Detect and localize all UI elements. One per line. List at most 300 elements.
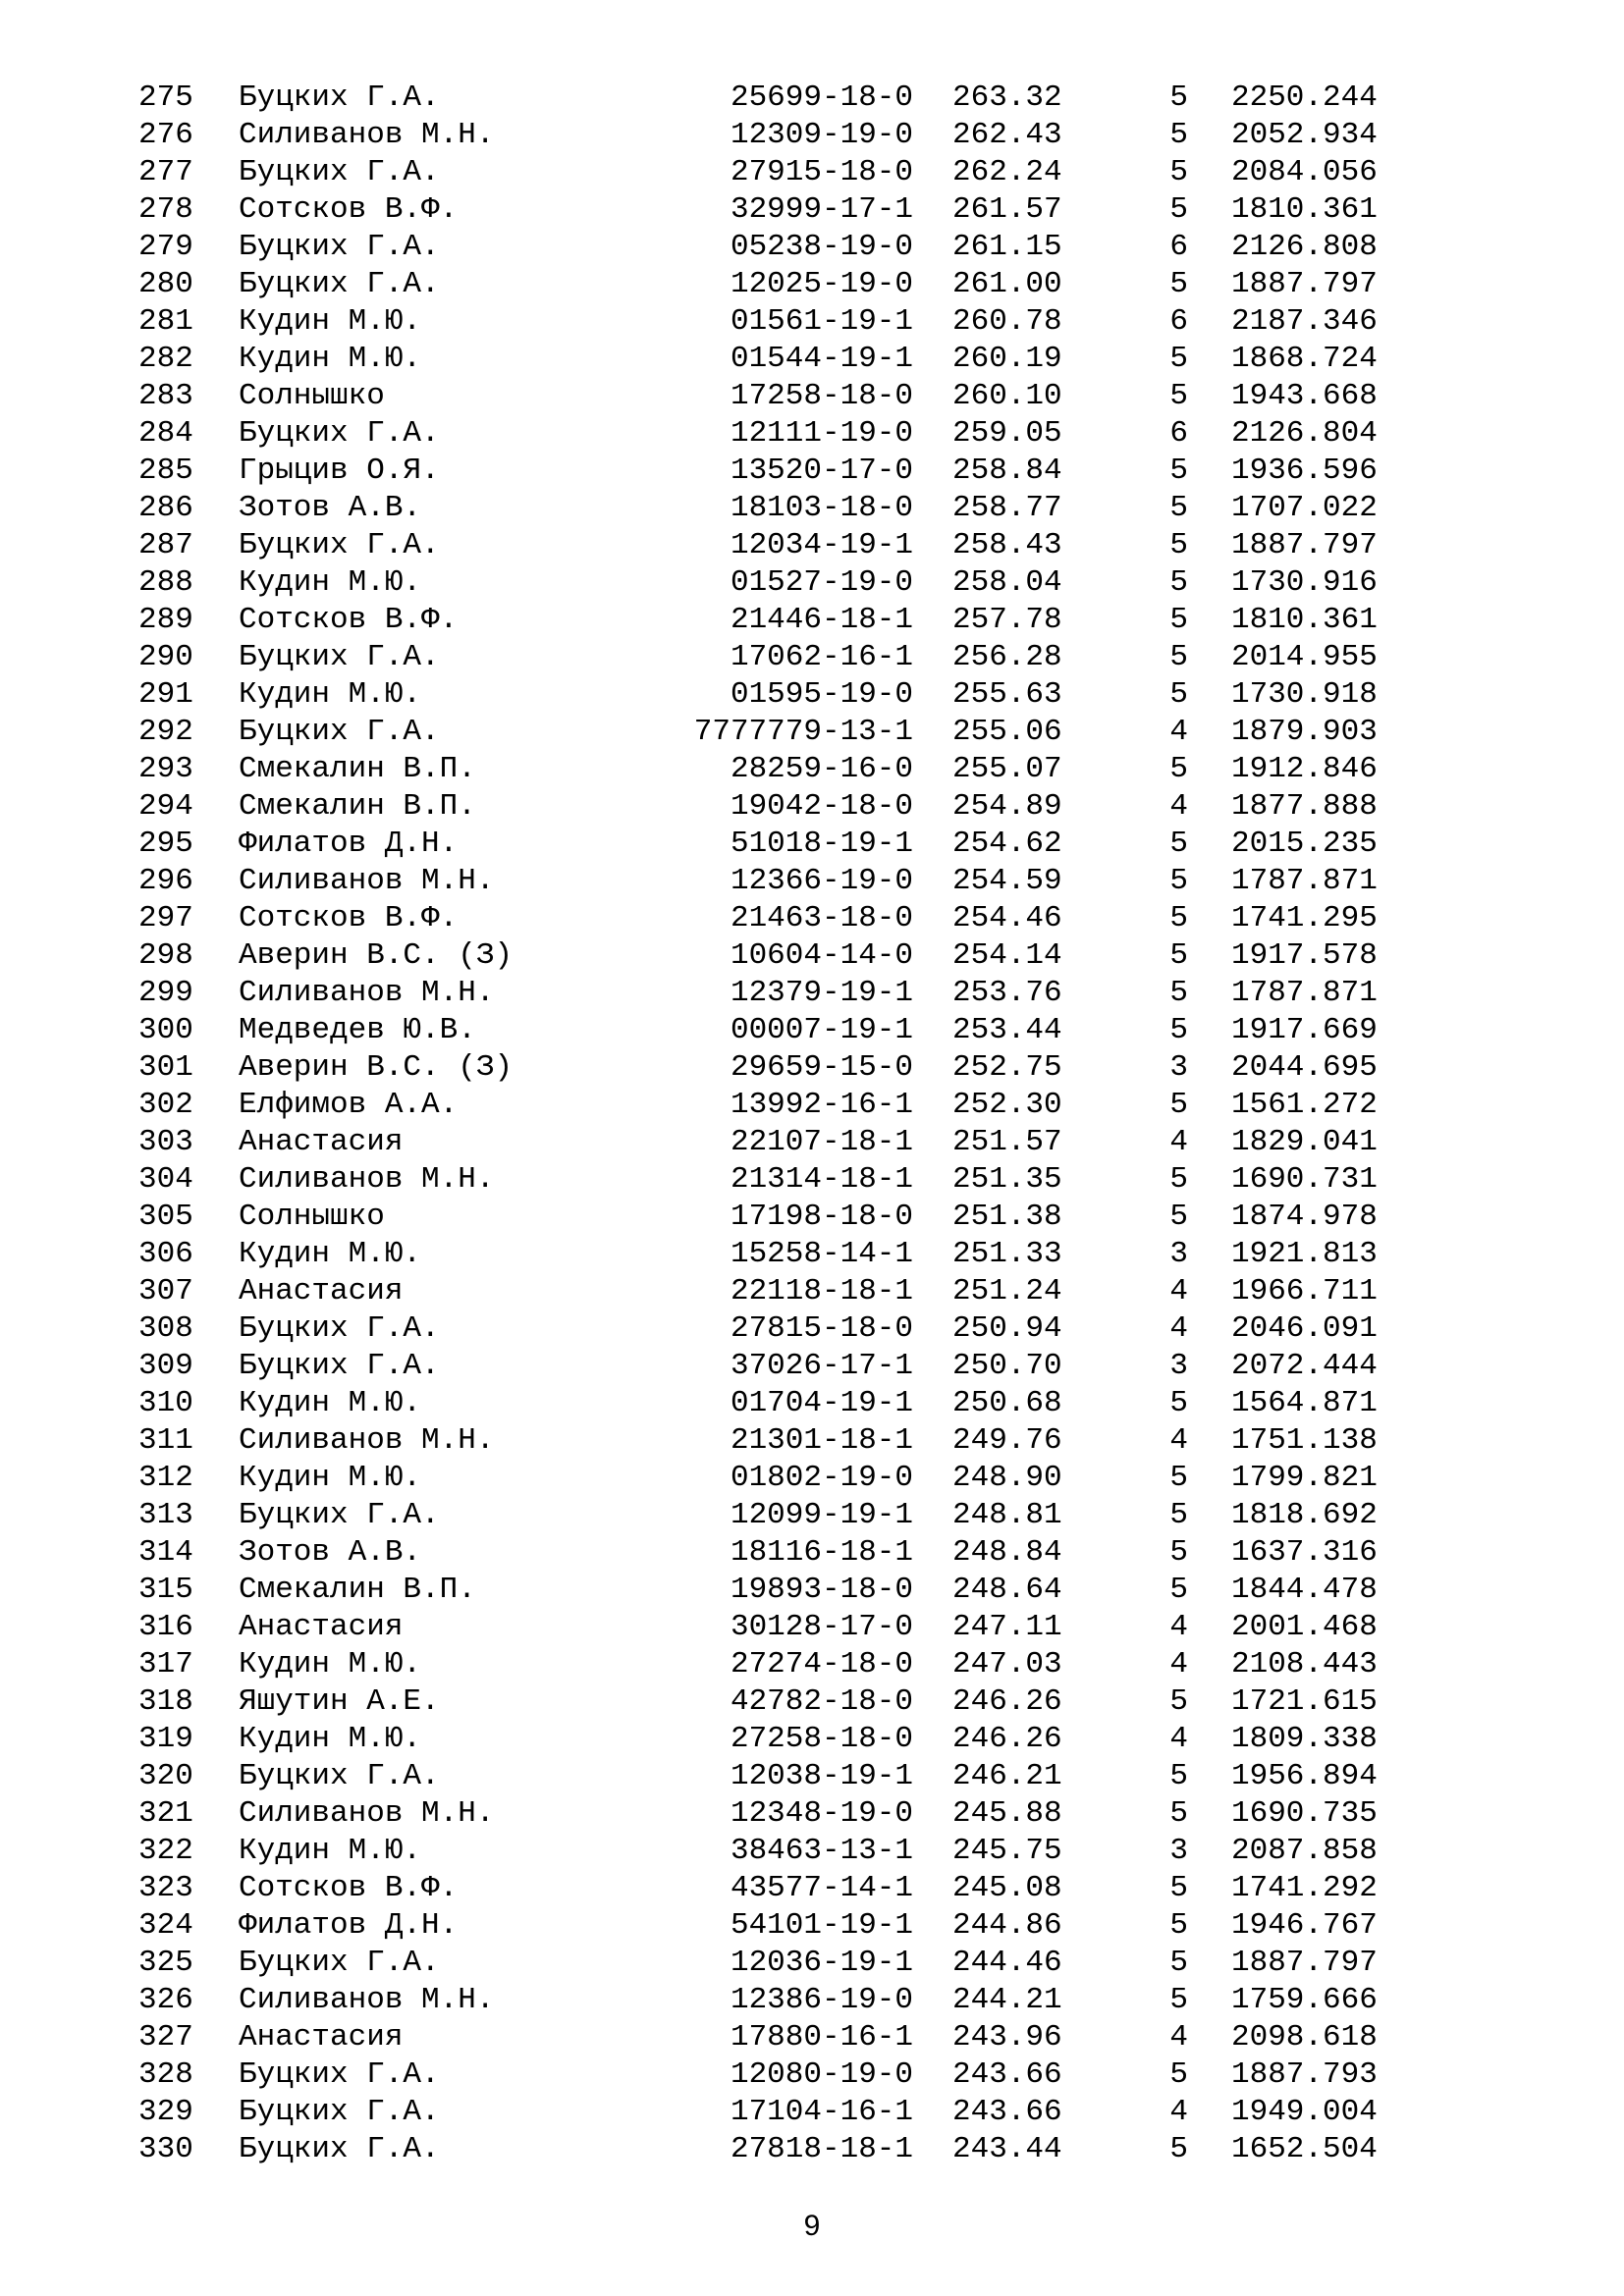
row-value: 2052.934 xyxy=(1231,118,1378,152)
row-code: 17258-18-0 xyxy=(730,379,913,413)
row-rank: 301 xyxy=(138,1050,193,1085)
row-code: 25699-18-0 xyxy=(730,80,913,115)
row-count: 3 xyxy=(1169,1834,1188,1868)
row-rank: 298 xyxy=(138,938,193,973)
row-code: 22107-18-1 xyxy=(730,1125,913,1159)
row-name: Буцких Г.А. xyxy=(239,1759,440,1793)
row-rank: 329 xyxy=(138,2095,193,2129)
row-rank: 300 xyxy=(138,1013,193,1047)
row-count: 4 xyxy=(1169,1423,1188,1458)
row-code: 19042-18-0 xyxy=(730,789,913,824)
row-code: 18103-18-0 xyxy=(730,491,913,525)
row-rank: 330 xyxy=(138,2132,193,2166)
row-score: 243.44 xyxy=(952,2132,1062,2166)
row-rank: 316 xyxy=(138,1610,193,1644)
row-rank: 290 xyxy=(138,640,193,674)
row-count: 5 xyxy=(1169,2132,1188,2166)
row-code: 27274-18-0 xyxy=(730,1647,913,1682)
row-rank: 281 xyxy=(138,304,193,339)
row-value: 2072.444 xyxy=(1231,1349,1378,1383)
row-value: 1690.735 xyxy=(1231,1796,1378,1831)
row-name: Кудин М.Ю. xyxy=(239,304,422,339)
row-name: Кудин М.Ю. xyxy=(239,677,422,712)
row-code: 54101-19-1 xyxy=(730,1908,913,1943)
row-name: Аверин В.С. (З) xyxy=(239,938,514,973)
table-row xyxy=(0,1907,1624,1945)
row-name: Кудин М.Ю. xyxy=(239,1386,422,1420)
row-name: Буцких Г.А. xyxy=(239,715,440,749)
row-score: 262.24 xyxy=(952,155,1062,189)
row-code: 12366-19-0 xyxy=(730,864,913,898)
row-value: 1690.731 xyxy=(1231,1162,1378,1197)
table-row xyxy=(0,1721,1624,1758)
row-rank: 282 xyxy=(138,342,193,376)
row-rank: 305 xyxy=(138,1200,193,1234)
row-score: 251.57 xyxy=(952,1125,1062,1159)
row-rank: 308 xyxy=(138,1311,193,1346)
table-row xyxy=(0,117,1624,154)
row-code: 01595-19-0 xyxy=(730,677,913,712)
row-score: 260.78 xyxy=(952,304,1062,339)
row-rank: 304 xyxy=(138,1162,193,1197)
row-score: 243.96 xyxy=(952,2020,1062,2055)
row-rank: 287 xyxy=(138,528,193,562)
row-value: 1874.978 xyxy=(1231,1200,1378,1234)
row-count: 4 xyxy=(1169,1610,1188,1644)
row-score: 261.00 xyxy=(952,267,1062,301)
table-row xyxy=(0,1199,1624,1236)
row-score: 254.59 xyxy=(952,864,1062,898)
table-row xyxy=(0,2131,1624,2168)
table-row xyxy=(0,1683,1624,1721)
row-count: 5 xyxy=(1169,640,1188,674)
row-count: 5 xyxy=(1169,192,1188,227)
row-count: 4 xyxy=(1169,2095,1188,2129)
row-value: 2126.804 xyxy=(1231,416,1378,451)
row-value: 1966.711 xyxy=(1231,1274,1378,1308)
table-row xyxy=(0,1161,1624,1199)
row-rank: 325 xyxy=(138,1946,193,1980)
table-row xyxy=(0,2019,1624,2056)
row-count: 6 xyxy=(1169,230,1188,264)
row-score: 248.84 xyxy=(952,1535,1062,1570)
row-code: 12309-19-0 xyxy=(730,118,913,152)
row-rank: 295 xyxy=(138,827,193,861)
row-value: 1637.316 xyxy=(1231,1535,1378,1570)
row-code: 18116-18-1 xyxy=(730,1535,913,1570)
row-name: Медведев Ю.В. xyxy=(239,1013,476,1047)
row-count: 5 xyxy=(1169,1013,1188,1047)
row-code: 12036-19-1 xyxy=(730,1946,913,1980)
row-count: 5 xyxy=(1169,1461,1188,1495)
row-count: 5 xyxy=(1169,1908,1188,1943)
row-code: 27915-18-0 xyxy=(730,155,913,189)
table-row xyxy=(0,1795,1624,1833)
table-row xyxy=(0,1646,1624,1683)
row-name: Буцких Г.А. xyxy=(239,2095,440,2129)
row-name: Силиванов М.Н. xyxy=(239,118,495,152)
table-row xyxy=(0,1758,1624,1795)
row-score: 251.35 xyxy=(952,1162,1062,1197)
row-rank: 315 xyxy=(138,1573,193,1607)
row-name: Филатов Д.Н. xyxy=(239,827,459,861)
row-code: 32999-17-1 xyxy=(730,192,913,227)
row-rank: 291 xyxy=(138,677,193,712)
row-rank: 326 xyxy=(138,1983,193,2017)
row-count: 4 xyxy=(1169,1647,1188,1682)
row-rank: 286 xyxy=(138,491,193,525)
row-score: 259.05 xyxy=(952,416,1062,451)
row-rank: 276 xyxy=(138,118,193,152)
row-value: 1707.022 xyxy=(1231,491,1378,525)
row-count: 6 xyxy=(1169,416,1188,451)
row-code: 15258-14-1 xyxy=(730,1237,913,1271)
row-name: Анастасия xyxy=(239,1274,404,1308)
row-rank: 317 xyxy=(138,1647,193,1682)
row-score: 245.88 xyxy=(952,1796,1062,1831)
table-row xyxy=(0,1609,1624,1646)
table-row xyxy=(0,751,1624,788)
table-row xyxy=(0,1460,1624,1497)
row-count: 5 xyxy=(1169,267,1188,301)
row-rank: 328 xyxy=(138,2057,193,2092)
row-value: 2250.244 xyxy=(1231,80,1378,115)
row-score: 250.68 xyxy=(952,1386,1062,1420)
row-name: Сотсков В.Ф. xyxy=(239,603,459,637)
row-code: 12386-19-0 xyxy=(730,1983,913,2017)
table-row xyxy=(0,1572,1624,1609)
row-name: Силиванов М.Н. xyxy=(239,1423,495,1458)
row-value: 1887.797 xyxy=(1231,267,1378,301)
row-code: 21314-18-1 xyxy=(730,1162,913,1197)
table-row xyxy=(0,2056,1624,2094)
row-value: 2001.468 xyxy=(1231,1610,1378,1644)
row-count: 5 xyxy=(1169,2057,1188,2092)
row-rank: 284 xyxy=(138,416,193,451)
row-name: Буцких Г.А. xyxy=(239,640,440,674)
row-value: 1936.596 xyxy=(1231,454,1378,488)
row-score: 246.21 xyxy=(952,1759,1062,1793)
row-rank: 296 xyxy=(138,864,193,898)
row-score: 247.03 xyxy=(952,1647,1062,1682)
table-row xyxy=(0,1534,1624,1572)
row-rank: 278 xyxy=(138,192,193,227)
row-score: 250.70 xyxy=(952,1349,1062,1383)
table-row xyxy=(0,863,1624,900)
table-row xyxy=(0,527,1624,564)
row-value: 1561.272 xyxy=(1231,1088,1378,1122)
row-count: 3 xyxy=(1169,1050,1188,1085)
table-row xyxy=(0,1087,1624,1124)
row-count: 5 xyxy=(1169,454,1188,488)
row-score: 245.75 xyxy=(952,1834,1062,1868)
row-rank: 288 xyxy=(138,565,193,600)
row-count: 5 xyxy=(1169,1983,1188,2017)
row-value: 1741.292 xyxy=(1231,1871,1378,1905)
row-value: 1844.478 xyxy=(1231,1573,1378,1607)
row-name: Буцких Г.А. xyxy=(239,230,440,264)
row-rank: 292 xyxy=(138,715,193,749)
row-count: 5 xyxy=(1169,80,1188,115)
row-value: 1759.666 xyxy=(1231,1983,1378,2017)
row-name: Буцких Г.А. xyxy=(239,416,440,451)
row-name: Буцких Г.А. xyxy=(239,1311,440,1346)
row-name: Кудин М.Ю. xyxy=(239,1237,422,1271)
row-code: 01561-19-1 xyxy=(730,304,913,339)
row-score: 254.46 xyxy=(952,901,1062,935)
row-count: 5 xyxy=(1169,1759,1188,1793)
row-count: 5 xyxy=(1169,1088,1188,1122)
row-value: 1787.871 xyxy=(1231,864,1378,898)
row-count: 5 xyxy=(1169,155,1188,189)
table-row xyxy=(0,266,1624,303)
row-value: 2015.235 xyxy=(1231,827,1378,861)
row-value: 2046.091 xyxy=(1231,1311,1378,1346)
row-rank: 327 xyxy=(138,2020,193,2055)
row-score: 243.66 xyxy=(952,2057,1062,2092)
row-name: Кудин М.Ю. xyxy=(239,565,422,600)
row-count: 4 xyxy=(1169,789,1188,824)
table-row xyxy=(0,1833,1624,1870)
row-score: 254.89 xyxy=(952,789,1062,824)
row-value: 1917.578 xyxy=(1231,938,1378,973)
row-value: 1949.004 xyxy=(1231,2095,1378,2129)
row-rank: 297 xyxy=(138,901,193,935)
table-row xyxy=(0,1310,1624,1348)
row-count: 5 xyxy=(1169,1386,1188,1420)
row-value: 1810.361 xyxy=(1231,603,1378,637)
row-name: Сотсков В.Ф. xyxy=(239,192,459,227)
table-row xyxy=(0,1497,1624,1534)
row-code: 05238-19-0 xyxy=(730,230,913,264)
row-score: 244.21 xyxy=(952,1983,1062,2017)
table-row xyxy=(0,826,1624,863)
row-score: 255.07 xyxy=(952,752,1062,786)
row-count: 4 xyxy=(1169,1274,1188,1308)
row-rank: 285 xyxy=(138,454,193,488)
row-code: 13520-17-0 xyxy=(730,454,913,488)
table-row xyxy=(0,1422,1624,1460)
row-value: 1730.916 xyxy=(1231,565,1378,600)
row-code: 29659-15-0 xyxy=(730,1050,913,1085)
row-rank: 324 xyxy=(138,1908,193,1943)
row-code: 28259-16-0 xyxy=(730,752,913,786)
row-score: 257.78 xyxy=(952,603,1062,637)
row-code: 38463-13-1 xyxy=(730,1834,913,1868)
table-row xyxy=(0,1982,1624,2019)
table-row xyxy=(0,1124,1624,1161)
row-score: 258.04 xyxy=(952,565,1062,600)
table-row xyxy=(0,191,1624,229)
row-count: 5 xyxy=(1169,603,1188,637)
row-code: 12025-19-0 xyxy=(730,267,913,301)
row-code: 12348-19-0 xyxy=(730,1796,913,1831)
row-rank: 312 xyxy=(138,1461,193,1495)
row-count: 5 xyxy=(1169,491,1188,525)
row-count: 5 xyxy=(1169,1796,1188,1831)
row-value: 1946.767 xyxy=(1231,1908,1378,1943)
row-score: 253.76 xyxy=(952,976,1062,1010)
table-row xyxy=(0,1348,1624,1385)
row-rank: 306 xyxy=(138,1237,193,1271)
row-code: 01544-19-1 xyxy=(730,342,913,376)
row-value: 2126.808 xyxy=(1231,230,1378,264)
table-row xyxy=(0,1012,1624,1049)
row-value: 1887.793 xyxy=(1231,2057,1378,2092)
row-code: 7777779-13-1 xyxy=(693,715,913,749)
row-value: 1829.041 xyxy=(1231,1125,1378,1159)
table-row xyxy=(0,1385,1624,1422)
row-name: Силиванов М.Н. xyxy=(239,976,495,1010)
row-score: 253.44 xyxy=(952,1013,1062,1047)
row-code: 12080-19-0 xyxy=(730,2057,913,2092)
row-value: 1652.504 xyxy=(1231,2132,1378,2166)
row-score: 245.08 xyxy=(952,1871,1062,1905)
row-rank: 293 xyxy=(138,752,193,786)
row-code: 10604-14-0 xyxy=(730,938,913,973)
row-count: 5 xyxy=(1169,1535,1188,1570)
row-value: 1912.846 xyxy=(1231,752,1378,786)
row-score: 251.24 xyxy=(952,1274,1062,1308)
row-rank: 314 xyxy=(138,1535,193,1570)
row-name: Буцких Г.А. xyxy=(239,1498,440,1532)
row-name: Кудин М.Ю. xyxy=(239,1647,422,1682)
row-rank: 313 xyxy=(138,1498,193,1532)
row-code: 12379-19-1 xyxy=(730,976,913,1010)
row-count: 5 xyxy=(1169,938,1188,973)
row-name: Силиванов М.Н. xyxy=(239,1796,495,1831)
row-rank: 275 xyxy=(138,80,193,115)
row-score: 252.75 xyxy=(952,1050,1062,1085)
row-count: 5 xyxy=(1169,379,1188,413)
row-count: 5 xyxy=(1169,976,1188,1010)
row-value: 2084.056 xyxy=(1231,155,1378,189)
table-row xyxy=(0,1273,1624,1310)
row-code: 37026-17-1 xyxy=(730,1349,913,1383)
row-count: 4 xyxy=(1169,715,1188,749)
row-score: 261.15 xyxy=(952,230,1062,264)
row-name: Буцких Г.А. xyxy=(239,80,440,115)
row-code: 17198-18-0 xyxy=(730,1200,913,1234)
row-name: Анастасия xyxy=(239,2020,404,2055)
row-rank: 318 xyxy=(138,1684,193,1719)
row-count: 5 xyxy=(1169,1573,1188,1607)
row-name: Смекалин В.П. xyxy=(239,1573,476,1607)
row-score: 258.84 xyxy=(952,454,1062,488)
row-count: 5 xyxy=(1169,118,1188,152)
row-rank: 307 xyxy=(138,1274,193,1308)
row-score: 255.06 xyxy=(952,715,1062,749)
row-name: Солнышко xyxy=(239,1200,385,1234)
row-value: 1741.295 xyxy=(1231,901,1378,935)
row-score: 254.62 xyxy=(952,827,1062,861)
row-score: 260.10 xyxy=(952,379,1062,413)
row-name: Буцких Г.А. xyxy=(239,2132,440,2166)
row-count: 5 xyxy=(1169,1871,1188,1905)
row-value: 1721.615 xyxy=(1231,1684,1378,1719)
row-count: 5 xyxy=(1169,1162,1188,1197)
row-code: 42782-18-0 xyxy=(730,1684,913,1719)
table-row xyxy=(0,341,1624,378)
row-rank: 319 xyxy=(138,1722,193,1756)
table-row xyxy=(0,937,1624,975)
table-row xyxy=(0,378,1624,415)
row-value: 1943.668 xyxy=(1231,379,1378,413)
row-name: Кудин М.Ю. xyxy=(239,1722,422,1756)
row-rank: 322 xyxy=(138,1834,193,1868)
row-count: 5 xyxy=(1169,901,1188,935)
row-rank: 280 xyxy=(138,267,193,301)
row-count: 5 xyxy=(1169,864,1188,898)
row-value: 1730.918 xyxy=(1231,677,1378,712)
row-count: 4 xyxy=(1169,1125,1188,1159)
row-count: 5 xyxy=(1169,528,1188,562)
row-name: Анастасия xyxy=(239,1125,404,1159)
row-rank: 310 xyxy=(138,1386,193,1420)
row-count: 5 xyxy=(1169,565,1188,600)
table-row xyxy=(0,1049,1624,1087)
row-name: Грыцив О.Я. xyxy=(239,454,440,488)
row-code: 01802-19-0 xyxy=(730,1461,913,1495)
row-code: 21446-18-1 xyxy=(730,603,913,637)
row-name: Смекалин В.П. xyxy=(239,789,476,824)
row-score: 244.46 xyxy=(952,1946,1062,1980)
row-value: 2044.695 xyxy=(1231,1050,1378,1085)
row-rank: 321 xyxy=(138,1796,193,1831)
row-name: Елфимов А.А. xyxy=(239,1088,459,1122)
table-row xyxy=(0,1870,1624,1907)
row-name: Зотов А.В. xyxy=(239,491,422,525)
table-row xyxy=(0,900,1624,937)
row-rank: 299 xyxy=(138,976,193,1010)
row-count: 5 xyxy=(1169,752,1188,786)
row-name: Анастасия xyxy=(239,1610,404,1644)
row-score: 248.64 xyxy=(952,1573,1062,1607)
row-value: 1809.338 xyxy=(1231,1722,1378,1756)
row-score: 258.77 xyxy=(952,491,1062,525)
row-code: 51018-19-1 xyxy=(730,827,913,861)
row-score: 262.43 xyxy=(952,118,1062,152)
row-count: 5 xyxy=(1169,1200,1188,1234)
row-score: 247.11 xyxy=(952,1610,1062,1644)
row-count: 3 xyxy=(1169,1349,1188,1383)
row-rank: 283 xyxy=(138,379,193,413)
row-score: 258.43 xyxy=(952,528,1062,562)
table-row xyxy=(0,490,1624,527)
row-name: Зотов А.В. xyxy=(239,1535,422,1570)
row-name: Буцких Г.А. xyxy=(239,2057,440,2092)
row-code: 30128-17-0 xyxy=(730,1610,913,1644)
table-row xyxy=(0,453,1624,490)
row-count: 5 xyxy=(1169,1946,1188,1980)
row-score: 260.19 xyxy=(952,342,1062,376)
row-count: 4 xyxy=(1169,1311,1188,1346)
row-value: 1956.894 xyxy=(1231,1759,1378,1793)
row-value: 1879.903 xyxy=(1231,715,1378,749)
row-count: 4 xyxy=(1169,1722,1188,1756)
row-count: 5 xyxy=(1169,827,1188,861)
row-rank: 294 xyxy=(138,789,193,824)
table-row xyxy=(0,564,1624,602)
row-score: 249.76 xyxy=(952,1423,1062,1458)
row-name: Солнышко xyxy=(239,379,385,413)
row-code: 12038-19-1 xyxy=(730,1759,913,1793)
row-count: 6 xyxy=(1169,304,1188,339)
row-score: 246.26 xyxy=(952,1722,1062,1756)
row-rank: 289 xyxy=(138,603,193,637)
table-row xyxy=(0,975,1624,1012)
table-row xyxy=(0,154,1624,191)
